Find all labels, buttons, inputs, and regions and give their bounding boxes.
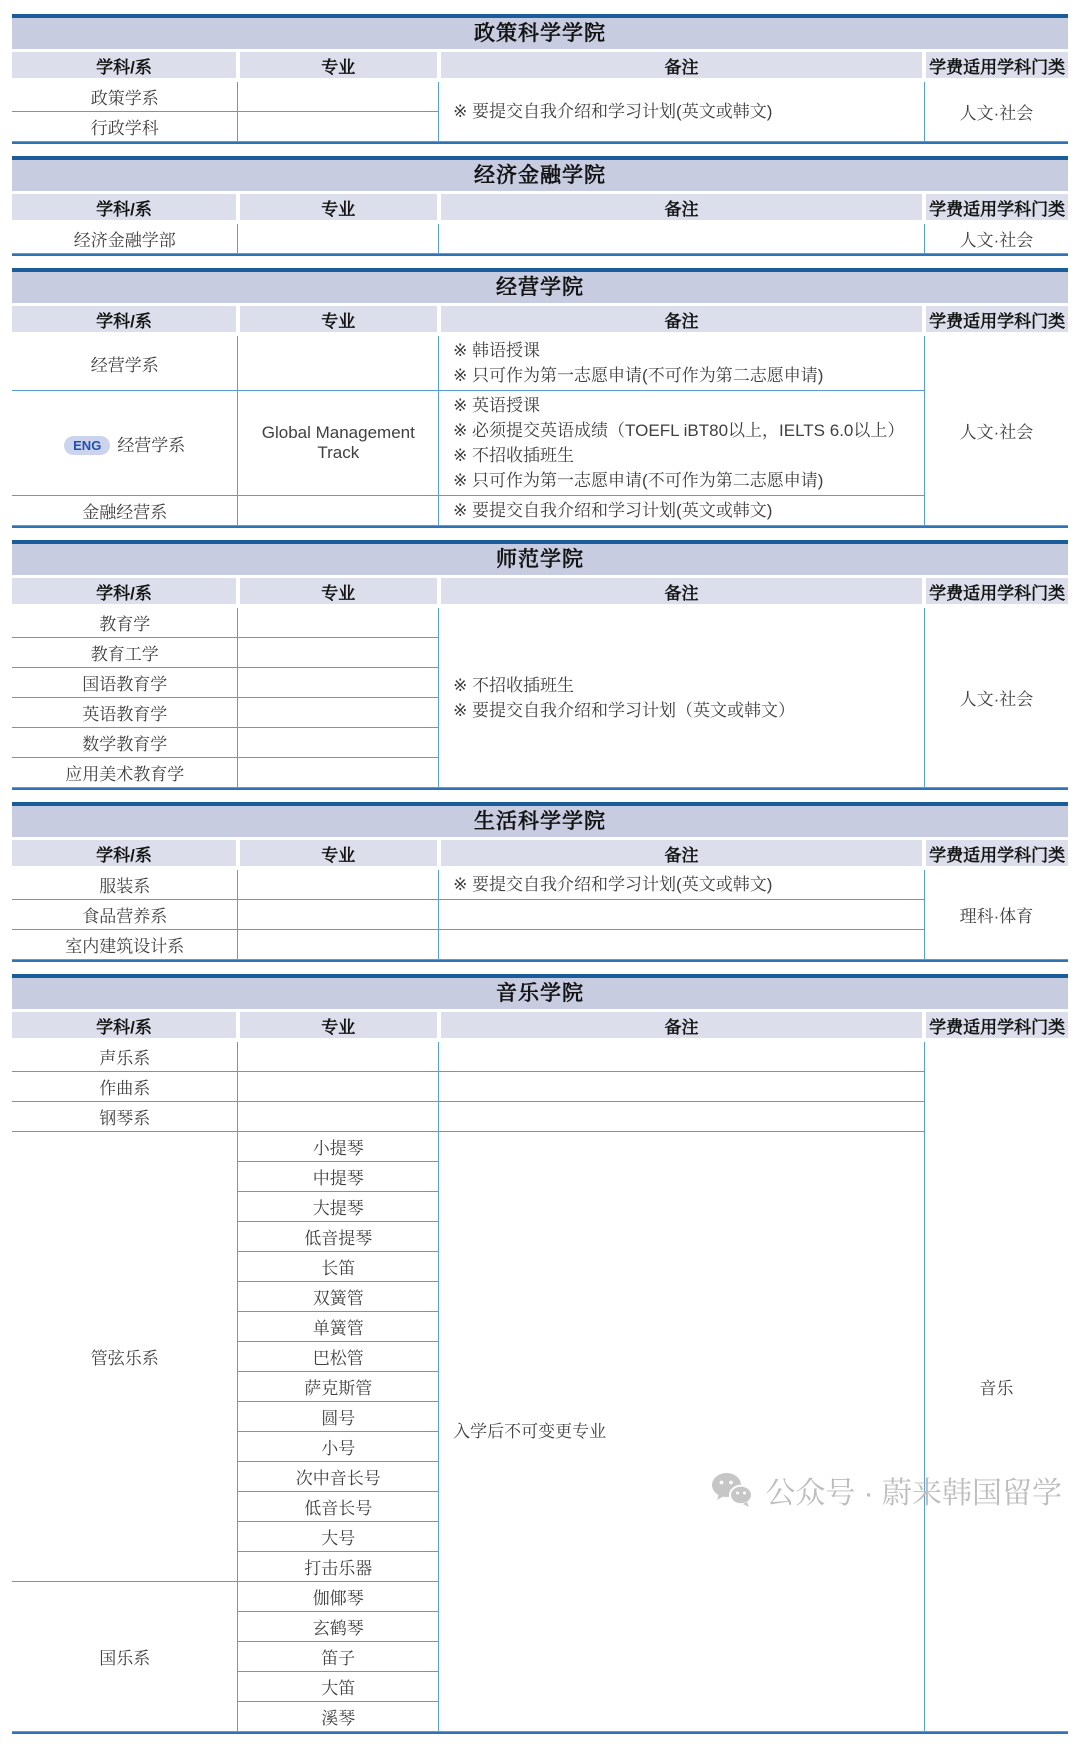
- college-table: [12, 268, 1068, 528]
- major-cell: 玄鹤琴: [238, 1612, 439, 1642]
- column-header: 备注: [439, 306, 925, 334]
- column-header: 学费适用学科门类: [924, 306, 1068, 334]
- fee-cell: 人文·社会: [924, 606, 1068, 788]
- dept-label: 经营学系: [117, 435, 186, 455]
- dept-cell: 政策学系: [12, 80, 238, 112]
- remark-line: ※ 要提交自我介绍和学习计划(英文或韩文): [453, 102, 773, 121]
- column-header: 学科/系: [12, 306, 238, 334]
- college-title: 政策科学学院: [12, 18, 1068, 49]
- fee-cell: 人文·社会: [924, 334, 1068, 526]
- college-tables-container: [0, 14, 1080, 1734]
- dept-cell: 室内建筑设计系: [12, 930, 238, 960]
- dept-cell: 经营学系: [12, 334, 238, 391]
- remark-cell: [439, 391, 925, 496]
- major-cell: [238, 80, 439, 112]
- table-row: [12, 606, 1068, 638]
- fee-cell: 音乐: [924, 1040, 1068, 1732]
- dept-cell: 国语教育学: [12, 668, 238, 698]
- dept-cell: 英语教育学: [12, 698, 238, 728]
- remark-line: ※ 要提交自我介绍和学习计划(英文或韩文): [453, 875, 773, 894]
- table-row: [12, 1102, 1068, 1132]
- column-header: 备注: [439, 1012, 925, 1040]
- table-row: [12, 1132, 1068, 1162]
- remark-cell: [439, 496, 925, 526]
- major-cell: [238, 334, 439, 391]
- column-header: 专业: [238, 194, 439, 222]
- column-header: 学科/系: [12, 840, 238, 868]
- remark-cell: [439, 1132, 925, 1732]
- college-table: [12, 802, 1068, 962]
- major-cell: 小号: [238, 1432, 439, 1462]
- major-cell: [238, 1072, 439, 1102]
- major-cell: [238, 1040, 439, 1072]
- column-header: 备注: [439, 840, 925, 868]
- major-cell: [238, 496, 439, 526]
- major-cell: 圆号: [238, 1402, 439, 1432]
- table-row: [12, 868, 1068, 900]
- departments-table: [12, 578, 1068, 788]
- remark-line: 入学后不可变更专业: [453, 1422, 607, 1441]
- remark-line: ※ 要提交自我介绍和学习计划（英文或韩文）: [453, 700, 796, 720]
- remark-cell: [439, 1072, 925, 1102]
- major-cell: 次中音长号: [238, 1462, 439, 1492]
- table-row: [12, 496, 1068, 526]
- dept-cell: 声乐系: [12, 1040, 238, 1072]
- dept-cell: 教育工学: [12, 638, 238, 668]
- table-row: [12, 391, 1068, 496]
- column-header: 学费适用学科门类: [924, 194, 1068, 222]
- column-header: 专业: [238, 52, 439, 80]
- column-header: 学科/系: [12, 1012, 238, 1040]
- college-table: [12, 14, 1068, 144]
- departments-table: [12, 52, 1068, 142]
- major-cell: 打击乐器: [238, 1552, 439, 1582]
- major-cell: 大号: [238, 1522, 439, 1552]
- major-cell: [238, 222, 439, 254]
- column-header: 学科/系: [12, 194, 238, 222]
- dept-cell: 作曲系: [12, 1072, 238, 1102]
- remark-cell: [439, 900, 925, 930]
- dept-cell: 食品营养系: [12, 900, 238, 930]
- column-header: 专业: [238, 840, 439, 868]
- college-table: [12, 540, 1068, 790]
- remark-cell: [439, 930, 925, 960]
- major-cell: 巴松管: [238, 1342, 439, 1372]
- fee-cell: 人文·社会: [924, 80, 1068, 142]
- major-cell: [238, 668, 439, 698]
- major-cell: Global Management Track: [238, 391, 439, 496]
- major-cell: 伽倻琴: [238, 1582, 439, 1612]
- remark-cell: [439, 80, 925, 142]
- column-header: 备注: [439, 52, 925, 80]
- column-header: 专业: [238, 578, 439, 606]
- departments-table: [12, 840, 1068, 960]
- column-header: 学费适用学科门类: [924, 1012, 1068, 1040]
- major-cell: 萨克斯管: [238, 1372, 439, 1402]
- major-cell: 单簧管: [238, 1312, 439, 1342]
- major-cell: 长笛: [238, 1252, 439, 1282]
- remark-line: ※ 只可作为第一志愿申请(不可作为第二志愿申请): [453, 366, 824, 385]
- dept-cell: 数学教育学: [12, 728, 238, 758]
- remark-cell: [439, 1040, 925, 1072]
- major-cell: [238, 868, 439, 900]
- dept-cell: 钢琴系: [12, 1102, 238, 1132]
- table-row: [12, 334, 1068, 391]
- dept-cell: 行政学科: [12, 112, 238, 142]
- major-cell: 大提琴: [238, 1192, 439, 1222]
- major-cell: 双簧管: [238, 1282, 439, 1312]
- major-cell: 低音提琴: [238, 1222, 439, 1252]
- column-header: 备注: [439, 578, 925, 606]
- column-header: 学费适用学科门类: [924, 578, 1068, 606]
- college-title: 生活科学学院: [12, 806, 1068, 837]
- remark-line: ※ 必须提交英语成绩（TOEFL iBT80以上，IELTS 6.0以上）: [453, 421, 905, 440]
- dept-cell: 管弦乐系: [12, 1132, 238, 1582]
- remark-line: ※ 不招收插班生: [453, 446, 575, 465]
- watermark-text: 公众号 · 蔚来韩国留学: [765, 1477, 1062, 1510]
- table-row: [12, 1072, 1068, 1102]
- column-header: 专业: [238, 1012, 439, 1040]
- major-cell: 中提琴: [238, 1162, 439, 1192]
- dept-cell: 教育学: [12, 606, 238, 638]
- remark-line: ※ 韩语授课: [453, 341, 541, 360]
- major-cell: [238, 112, 439, 142]
- college-title: 经营学院: [12, 272, 1068, 303]
- major-cell: [238, 1102, 439, 1132]
- remark-cell: [439, 1102, 925, 1132]
- column-header: 学费适用学科门类: [924, 840, 1068, 868]
- major-cell: [238, 606, 439, 638]
- dept-cell: 国乐系: [12, 1582, 238, 1732]
- dept-cell: [12, 391, 238, 496]
- departments-table: [12, 1012, 1068, 1732]
- remark-line: ※ 只可作为第一志愿申请(不可作为第二志愿申请): [453, 471, 824, 490]
- major-cell: [238, 930, 439, 960]
- remark-cell: [439, 868, 925, 900]
- dept-cell: 经济金融学部: [12, 222, 238, 254]
- remark-line: ※ 要提交自我介绍和学习计划(英文或韩文): [453, 501, 773, 520]
- dept-cell: 应用美术教育学: [12, 758, 238, 788]
- college-table: [12, 156, 1068, 256]
- remark-line: ※ 英语授课: [453, 396, 541, 415]
- remark-line: ※ 不招收插班生: [453, 675, 575, 695]
- college-title: 师范学院: [12, 544, 1068, 575]
- major-cell: [238, 758, 439, 788]
- major-cell: 溪琴: [238, 1702, 439, 1732]
- fee-cell: 人文·社会: [924, 222, 1068, 254]
- major-cell: [238, 728, 439, 758]
- remark-cell: [439, 334, 925, 391]
- column-header: 学科/系: [12, 52, 238, 80]
- college-table: [12, 974, 1068, 1734]
- column-header: 学科/系: [12, 578, 238, 606]
- dept-cell: 服装系: [12, 868, 238, 900]
- table-row: [12, 1040, 1068, 1072]
- remark-cell: [439, 222, 925, 254]
- table-row: [12, 222, 1068, 254]
- major-cell: 大笛: [238, 1672, 439, 1702]
- fee-cell: 理科·体育: [924, 868, 1068, 960]
- major-cell: 笛子: [238, 1642, 439, 1672]
- column-header: 专业: [238, 306, 439, 334]
- college-title: 经济金融学院: [12, 160, 1068, 191]
- major-cell: 小提琴: [238, 1132, 439, 1162]
- departments-table: [12, 194, 1068, 254]
- major-cell: [238, 900, 439, 930]
- table-row: [12, 900, 1068, 930]
- major-cell: 低音长号: [238, 1492, 439, 1522]
- table-row: [12, 930, 1068, 960]
- table-row: [12, 80, 1068, 112]
- departments-table: [12, 306, 1068, 526]
- major-cell: [238, 638, 439, 668]
- column-header: 学费适用学科门类: [924, 52, 1068, 80]
- eng-badge: ENG: [64, 436, 110, 455]
- major-cell: [238, 698, 439, 728]
- remark-cell: [439, 606, 925, 788]
- column-header: 备注: [439, 194, 925, 222]
- college-title: 音乐学院: [12, 978, 1068, 1009]
- dept-cell: 金融经营系: [12, 496, 238, 526]
